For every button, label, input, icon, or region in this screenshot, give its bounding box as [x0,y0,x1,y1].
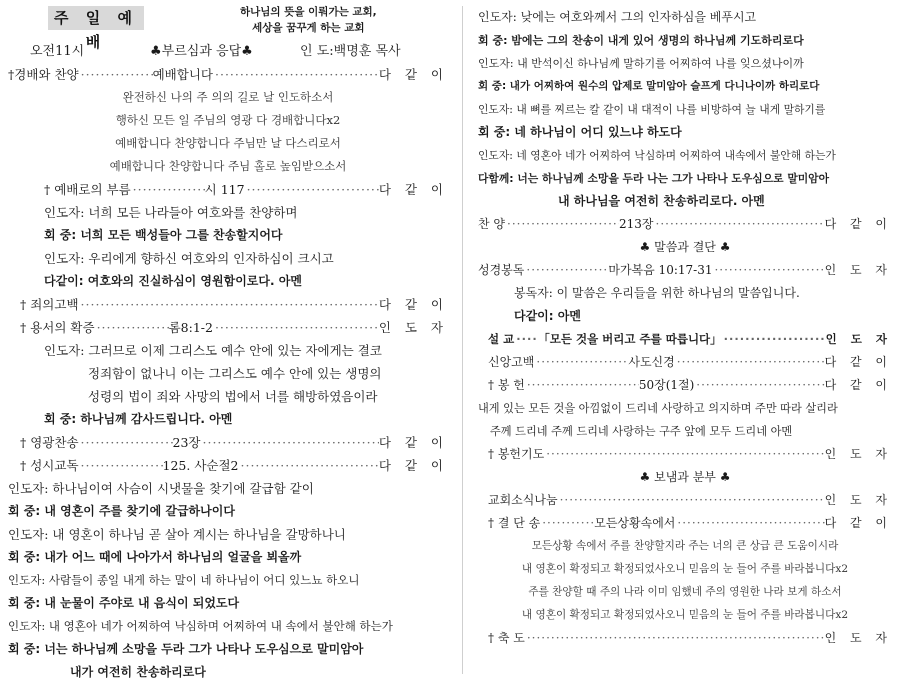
order-worship-praise [8,63,448,86]
closing-lyric: 주를 찬양할 때 주의 나라 이미 임했네 주의 영원한 나라 보게 하소서 [528,586,842,598]
motto-line-2: 세상을 꿈꾸게 하는 교회 [252,22,365,34]
order-confession [8,293,448,316]
order-mid: 예배합니다 [152,67,213,82]
order-label: † 봉헌기도 [488,447,545,461]
order-mid: 125. 사순절2 [162,458,239,473]
order-scripture [478,259,892,282]
order-hymn [478,213,892,236]
church-motto [240,4,377,36]
psalter-line: 인도자: 내 영혼이 하나님 곧 살아 계시는 하나님을 갈망하나니 [8,527,346,542]
psalter-line: 회 중: 내 눈물이 주야로 내 음식이 되었도다 [8,596,240,610]
assurance-people: 회 중: 하나님께 감사드립니다. 아멘 [44,412,233,426]
psalter-all-cont: 내 하나님을 여전히 찬송하리로다. 아멘 [558,194,765,208]
order-mid: 마가복음 10:17-31 [608,263,713,277]
psalter-line: 회 중: 밤에는 그의 찬송이 내게 있어 생명의 하나님께 기도하리로다 [478,34,804,47]
order-offering-prayer [478,443,892,466]
order-label: † 용서의 확증 [20,320,95,335]
order-right: 다 같 이 [824,516,892,530]
reader-text: 봉독자: 이 말씀은 우리들을 위한 하나님의 말씀입니다. [514,286,800,300]
responsive-all: 다같이: 여호와의 진실하심이 영원함이로다. 아멘 [44,274,302,288]
lyric-line: 예배합니다 찬양합니다 주님만 날 다스리로서 [115,136,341,150]
order-right: 다 같 이 [378,182,448,197]
order-right: 다 같 이 [378,458,448,473]
order-label: † 결 단 송 [488,516,541,530]
order-sermon [478,328,892,351]
section-title-word: ♣ 말씀과 결단 ♣ [639,240,731,254]
service-time: 오전11시 [30,44,85,59]
lyric-line: 예배합니다 찬양합니다 주님 홀로 높임받으소서 [109,159,347,173]
psalter-line: 인도자: 네 영혼아 네가 어찌하여 낙심하며 어찌하여 내속에서 불안해 하는가 [478,149,836,162]
order-mid: 50장(1절) [638,378,695,392]
order-label: †경배와 찬양 [8,67,79,82]
psalter-line: 회 중: 네 하나님이 어디 있느냐 하도다 [478,125,682,139]
column-divider [462,6,463,674]
section-title-sending: ♣ 보냄과 분부 ♣ [639,470,731,484]
motto-line-1: 하나님의 뜻을 이뤄가는 교회, [240,6,377,18]
order-closing-song [478,512,892,535]
psalter-line: 인도자: 내 뼈를 찌르는 칼 같이 내 대적이 나를 비방하여 늘 내게 말하기를 [478,103,826,116]
psalter-line: 회 중: 내가 어느 때에 나아가서 하나님의 얼굴을 뵈올까 [8,550,302,564]
psalter-line: 회 중: 내가 어찌하여 원수의 압제로 말미암아 슬프게 다니나이까 하리로다 [478,80,820,92]
order-label: † 축 도 [488,631,525,645]
psalter-line: 내가 여전히 찬송하리로다 [70,665,206,679]
order-label: 찬 양 [478,217,505,231]
order-right: 인 도 자 [824,493,892,507]
order-right: 인 도 자 [824,263,892,277]
right-column [478,0,892,650]
order-glory-hymn [8,431,448,454]
leader-name: 백명훈 목사 [333,44,401,59]
offering-lyric: 주께 드리네 주께 드리네 사랑하는 구주 앞에 모두 드리네 아멘 [490,425,793,438]
order-benediction [478,627,892,650]
psalter-all: 다함께: 너는 하나님께 소망을 두라 나는 그가 나타나 도우심으로 말미암아 [478,172,830,185]
section-tag: 주 일 예 배 [48,6,144,30]
order-label: † 봉 헌 [488,378,525,392]
order-label: † 성시교독 [20,458,79,473]
psalter-line: 인도자: 내 영혼아 네가 어찌하여 낙심하며 어찌하여 내 속에서 불안해 하는가 [8,619,393,633]
order-right: 다 같 이 [824,355,892,369]
order-psalter [8,454,448,477]
order-news [478,489,892,512]
offering-lyric: 내게 있는 모든 것을 아낌없이 드리네 사랑하고 의지하며 주만 따라 살리라 [478,402,838,415]
order-label: 신앙고백 [488,355,535,369]
order-right: 인 도 자 [824,447,892,461]
service-call: ♣부르심과 응답♣ [150,44,253,59]
assurance-text: 성령의 법이 죄와 사망의 법에서 너를 해방하였음이라 [88,389,378,404]
order-mid: 시 117 [204,182,245,197]
order-right: 다 같 이 [378,435,448,450]
order-label: † 죄의고백 [20,297,79,312]
order-right: 인 도 자 [824,631,892,645]
psalter-line: 회 중: 너는 하나님께 소망을 두라 그가 나타나 도우심으로 말미암아 [8,642,364,656]
order-label: 성경봉독 [478,263,525,277]
order-creed [478,351,892,374]
psalter-line: 인도자: 하나님이여 사슴이 시냇물을 찾기에 갈급함 같이 [8,481,314,496]
assurance-text: 정죄함이 없나니 이는 그리스도 예수 안에 있는 생명의 [88,366,382,381]
assurance-text: 인도자: 그러므로 이제 그리스도 예수 안에 있는 자에게는 결코 [44,343,382,358]
order-mid: 213장 [619,217,654,231]
closing-lyric: 내 영혼이 확정되고 확정되었사오니 믿음의 눈 들어 주를 바라봅니다x2 [521,609,849,621]
order-right: 다 같 이 [378,67,448,82]
order-call-to-worship [8,178,448,201]
closing-lyric: 모든상황 속에서 주를 찬양할지라 주는 너의 큰 상급 큰 도움이시라 [531,540,839,552]
closing-lyric: 내 영혼이 확정되고 확정되었사오니 믿음의 눈 들어 주를 바라봅니다x2 [521,563,849,575]
order-right: 다 같 이 [824,217,892,231]
order-label: 설 교 [488,332,515,346]
header [8,0,448,51]
order-offering [478,374,892,397]
reader-all: 다같이: 아멘 [514,309,581,323]
psalter-line: 인도자: 내 반석이신 하나님께 말하기를 어찌하여 나를 잊으셨나이까 [478,57,804,70]
order-right: 다 같 이 [824,378,892,392]
sermon-title: 「모든 것을 버리고 주를 따릅니다」 [538,332,722,346]
psalter-line: 회 중: 내 영혼이 주를 찾기에 갈급하나이다 [8,504,235,518]
psalter-line: 인도자: 사람들이 종일 내게 하는 말이 네 하나님이 어디 있느뇨 하오니 [8,573,360,587]
lyric-line: 완전하신 나의 주 의의 길로 날 인도하소서 [122,90,334,104]
psalter-line: 인도자: 낮에는 여호와께서 그의 인자하심을 베푸시고 [478,10,757,24]
order-label: 교회소식나눔 [488,493,558,507]
order-right: 인 도 자 [378,320,448,335]
responsive-leader: 인도자: 너희 모든 나라들아 여호와를 찬양하며 [44,205,298,220]
order-right: 다 같 이 [378,297,448,312]
responsive-leader: 인도자: 우리에게 향하신 여호와의 인자하심이 크시고 [44,251,334,266]
order-mid: 23장 [172,435,201,450]
lyric-line: 행하신 모든 일 주님의 영광 다 경배합니다x2 [115,113,341,127]
order-right: 인 도 자 [825,332,892,346]
order-mid: 모든상황속에서 [594,516,676,530]
order-mid: 롬8:1-2 [168,320,213,335]
order-label: † 예배로의 부름 [44,182,131,197]
service-heading [8,40,448,63]
order-mid: 사도신경 [628,355,675,369]
leader-label: 인 도: [300,44,334,59]
left-column [8,0,448,684]
responsive-people: 회 중: 너희 모든 백성들아 그를 찬송할지어다 [44,228,283,242]
order-label: † 영광찬송 [20,435,79,450]
order-assurance [8,316,448,339]
